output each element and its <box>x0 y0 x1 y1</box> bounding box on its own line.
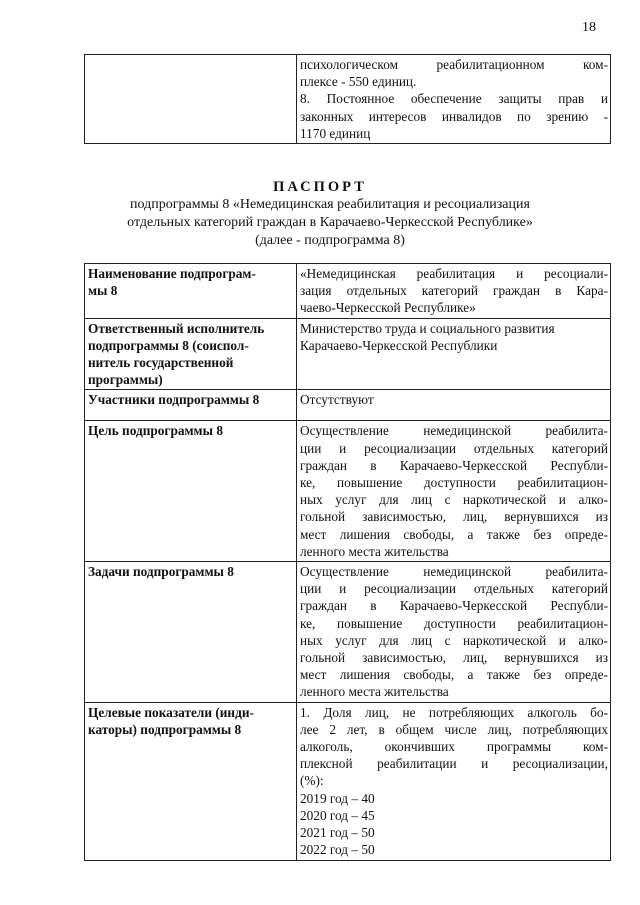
cell-line: 1170 единиц <box>300 125 371 141</box>
row-value-cell <box>297 562 611 703</box>
cell-line: (%): <box>300 773 324 789</box>
cell-line: программы) <box>88 372 163 388</box>
row-label-cell <box>85 702 297 860</box>
cell-line: 2019 год – 40 <box>300 790 375 806</box>
cell-line: «Немедицинская реабилитация и ресоциали- <box>300 266 608 281</box>
cell-line: лее 2 лет, в общем числе лиц, потребляющих <box>300 721 608 737</box>
row-value-cell <box>297 318 611 390</box>
cell-line: мест лишения свободы, а также без опреде- <box>300 526 608 542</box>
cell-line: психологическом реабилитационном ком- <box>300 57 608 72</box>
cell-line: ленного места жительства <box>300 684 449 700</box>
cell-line: Карачаево-Черкесской Республики <box>300 337 498 353</box>
cell-line: 2022 год – 50 <box>300 842 375 858</box>
cell-line: алкоголь, окончивших программы ком- <box>300 739 608 755</box>
passport-subtitle-line: отдельных категорий граждан в Карачаево-Черкесской Республике» <box>127 215 533 230</box>
cell-line: Осуществление немедицинской реабилита- <box>300 423 608 439</box>
row-label-cell <box>85 318 297 390</box>
row-value-cell <box>297 390 611 421</box>
cell-line: Отсутствуют <box>300 392 374 408</box>
cell-line: Задачи подпрограммы 8 <box>88 564 234 580</box>
cell-line: Цель подпрограммы 8 <box>88 423 223 439</box>
continuation-left-cell <box>85 55 297 144</box>
continuation-table <box>84 54 611 144</box>
cell-line: граждан в Карачаево-Черкесской Республи- <box>300 598 608 614</box>
cell-line: мест лишения свободы, а также без опреде- <box>300 667 608 683</box>
cell-line: Министерство труда и социального развития <box>300 320 555 336</box>
cell-line: ции и ресоциализации отдельных категорий <box>300 440 608 456</box>
table-row <box>85 318 611 390</box>
cell-line: ленного места жительства <box>300 543 449 559</box>
cell-line: ции и ресоциализации отдельных категорий <box>300 581 608 597</box>
table-row <box>85 702 611 860</box>
table-row <box>85 390 611 421</box>
cell-line: Осуществление немедицинской реабилита- <box>300 564 608 580</box>
cell-line: Целевые показатели (инди- <box>88 704 254 720</box>
cell-line: плексе - 550 единиц. <box>300 74 417 90</box>
passport-subtitle-line: (далее - подпрограмма 8) <box>255 233 405 248</box>
cell-line: ных услуг для лиц с наркотической и алко- <box>300 492 608 508</box>
cell-line: каторы) подпрограммы 8 <box>88 721 242 737</box>
passport-title: ПАСПОРТ <box>273 179 367 195</box>
row-label-cell <box>85 421 297 562</box>
table-row <box>85 264 611 319</box>
cell-line: плексной реабилитации и ресоциализации, <box>300 756 608 772</box>
passport-table <box>84 263 611 861</box>
cell-line: ке, повышение доступности реабилитацион- <box>300 615 608 631</box>
continuation-value-cell <box>297 55 611 144</box>
row-value-cell <box>297 264 611 319</box>
table-row <box>85 421 611 562</box>
cell-line: ных услуг для лиц с наркотической и алко- <box>300 632 608 648</box>
row-label-cell <box>85 562 297 703</box>
page-number: 18 <box>582 20 596 35</box>
cell-line: 2020 год – 45 <box>300 807 375 823</box>
cell-line: Ответственный исполнитель <box>88 320 265 336</box>
cell-line: 2021 год – 50 <box>300 825 375 841</box>
cell-line: 8. Постоянное обеспечение защиты прав и <box>300 91 608 107</box>
cell-line: ке, повышение доступности реабилитацион- <box>300 475 608 491</box>
cell-line: 1. Доля лиц, не потребляющих алкоголь бо- <box>300 704 608 720</box>
cell-line: гольной зависимостью, лиц, вернувшихся из <box>300 509 608 525</box>
row-label-cell <box>85 264 297 319</box>
cell-line: Участники подпрограммы 8 <box>88 392 260 408</box>
table-row <box>85 55 611 144</box>
cell-line: зация отдельных категорий граждан в Кара- <box>300 283 608 299</box>
cell-line: чаево-Черкесской Республике» <box>300 300 476 316</box>
cell-line: граждан в Карачаево-Черкесской Республи- <box>300 457 608 473</box>
table-row <box>85 562 611 703</box>
passport-subtitle-line: подпрограммы 8 «Немедицинская реабилитация и ресоциализация <box>130 197 530 212</box>
cell-line: мы 8 <box>88 283 118 299</box>
row-label-cell <box>85 390 297 421</box>
cell-line: Наименование подпрограм- <box>88 266 256 281</box>
row-value-cell <box>297 702 611 860</box>
cell-line: подпрограммы 8 (соиспол- <box>88 337 249 353</box>
cell-line: законных интересов инвалидов по зрению - <box>300 108 608 124</box>
row-value-cell <box>297 421 611 562</box>
cell-line: нитель государственной <box>88 355 234 371</box>
cell-line: гольной зависимостью, лиц, вернувшихся из <box>300 650 608 666</box>
